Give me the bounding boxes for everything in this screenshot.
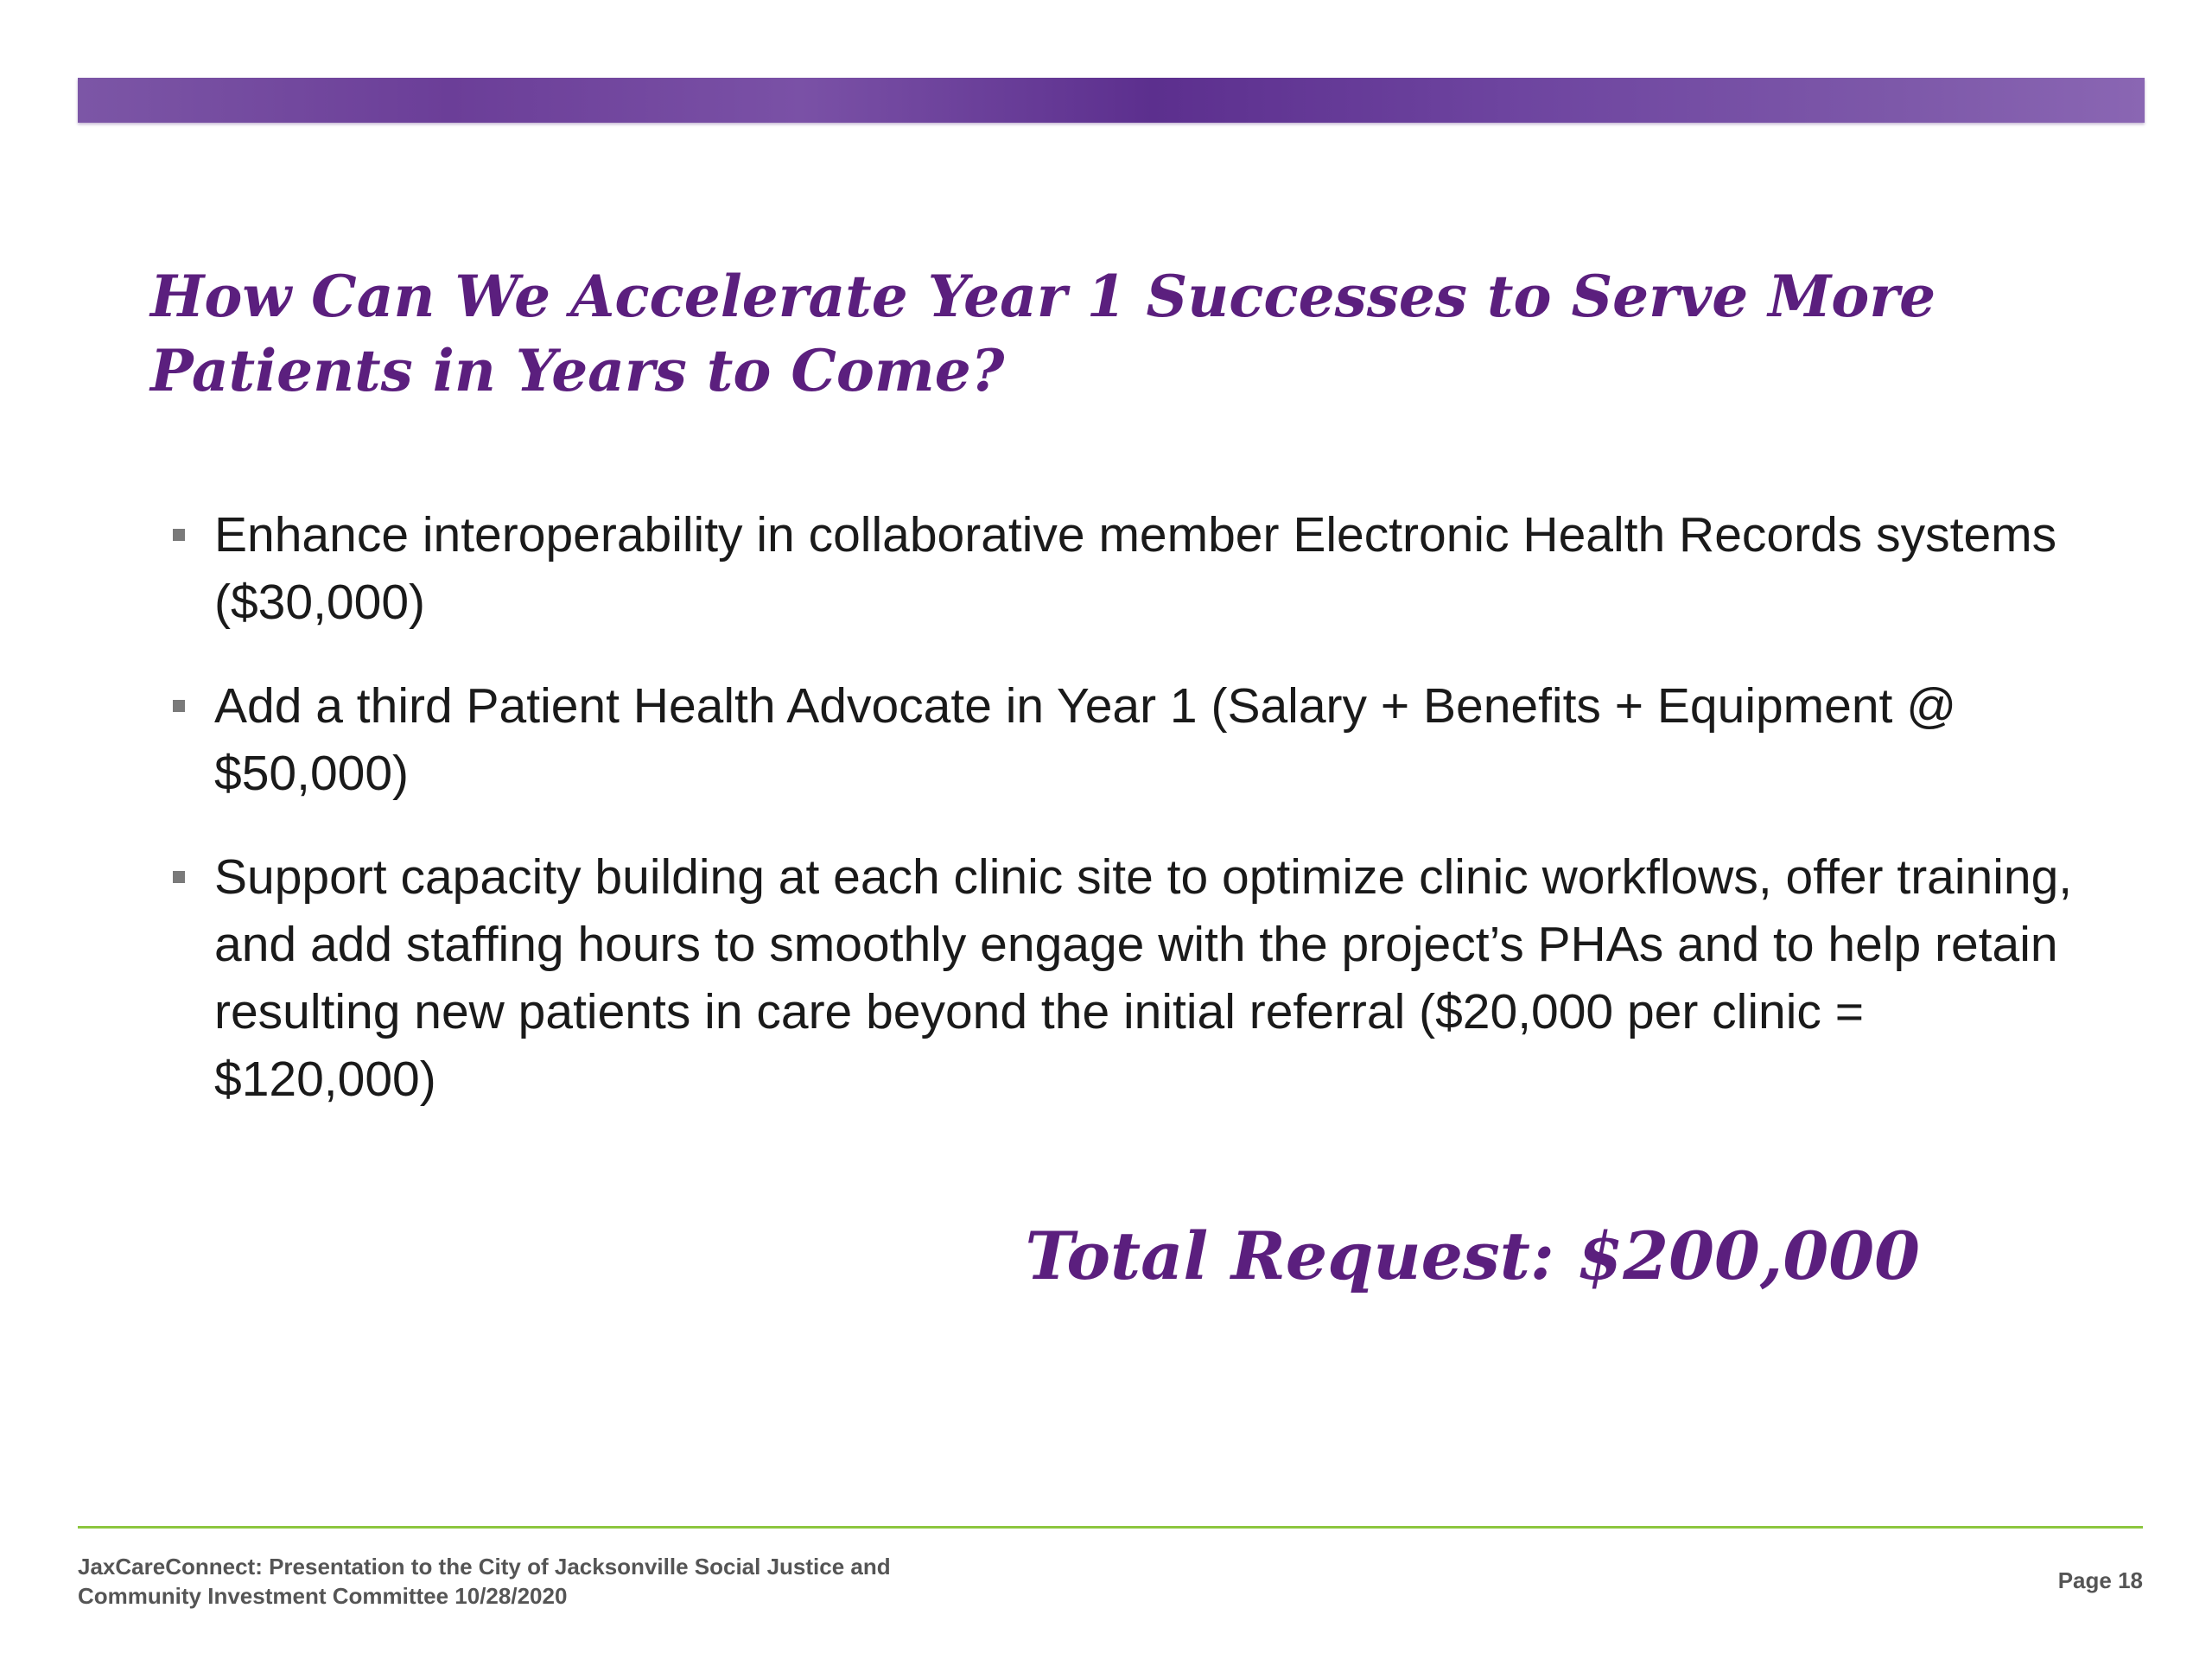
footer-divider bbox=[78, 1526, 2143, 1529]
bullet-text: Enhance interoperability in collaborative member Electronic Health Records systems ($30,000) bbox=[214, 507, 2057, 630]
page-number: Page 18 bbox=[2057, 1567, 2143, 1593]
square-bullet-icon bbox=[173, 871, 185, 883]
list-item bbox=[173, 843, 2091, 1113]
total-request: Total Request: $200,000 bbox=[1025, 1217, 1920, 1294]
list-item bbox=[173, 501, 2091, 636]
bullet-list bbox=[173, 501, 2091, 1149]
footer-line-2: Community Investment Committee 10/28/2020 bbox=[78, 1583, 568, 1609]
header-band bbox=[78, 78, 2145, 123]
footer-caption bbox=[78, 1552, 1115, 1611]
footer-line-1: JaxCareConnect: Presentation to the City of Jacksonville Social Justice and bbox=[78, 1554, 891, 1580]
square-bullet-icon bbox=[173, 700, 185, 712]
bullet-text: Support capacity building at each clinic site to optimize clinic workflows, offer training, and add staffing hours to smoothly engage with the project’s PHAs and to help retain resulting new patients in care beyond the initial referral ($20,000 per clinic = $120,000) bbox=[214, 849, 2073, 1107]
square-bullet-icon bbox=[173, 529, 185, 541]
list-item bbox=[173, 672, 2091, 807]
slide-title: How Can We Accelerate Year 1 Successes to Serve More Patients in Years to Come? bbox=[150, 263, 1936, 404]
bullet-text: Add a third Patient Health Advocate in Year 1 (Salary + Benefits + Equipment @ $50,000) bbox=[214, 678, 1957, 801]
